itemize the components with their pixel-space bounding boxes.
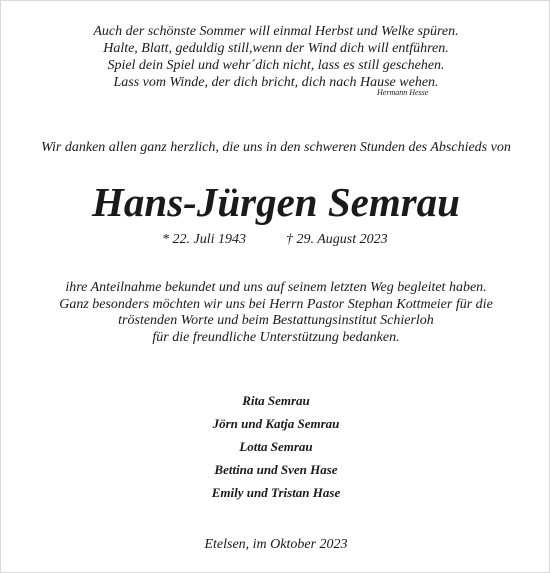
family-member: Jörn und Katja Semrau xyxy=(212,416,340,431)
death-date: † 29. August 2023 xyxy=(286,232,388,247)
family-signatures xyxy=(1,389,550,504)
birth-date: * 22. Juli 1943 xyxy=(162,232,246,247)
family-member: Bettina und Sven Hase xyxy=(214,462,338,477)
family-member: Emily und Tristan Hase xyxy=(211,485,341,500)
family-member: Rita Semrau xyxy=(242,393,310,408)
body-line: Ganz besonders möchten wir uns bei Herrn Pastor Stephan Kottmeier für die xyxy=(59,296,493,312)
deceased-name: Hans-Jürgen Semrau xyxy=(92,179,460,225)
poem-line: Lass vom Winde, der dich bricht, dich nach Hause wehen. xyxy=(113,75,439,90)
thanks-intro: Wir danken allen ganz herzlich, die uns in den schweren Stunden des Abschieds von xyxy=(41,140,511,155)
body-line: tröstenden Worte und beim Bestattungsinstitut Schierloh xyxy=(118,313,434,328)
poem xyxy=(1,23,550,91)
poem-line: Auch der schönste Sommer will einmal Herbst und Welke spüren. xyxy=(93,24,459,39)
poem-author: Hermann Hesse xyxy=(377,88,429,97)
thanks-body xyxy=(1,280,550,346)
place-and-date: Etelsen, im Oktober 2023 xyxy=(204,537,348,552)
poem-line: Halte, Blatt, geduldig still,wenn der Wind dich will entführen. xyxy=(103,41,449,56)
body-line: ihre Anteilnahme bekundet und uns auf seinem letzten Weg begleitet haben. xyxy=(65,280,487,295)
family-member: Lotta Semrau xyxy=(239,439,313,454)
poem-line: Spiel dein Spiel und wehr´dich nicht, lass es still geschehen. xyxy=(107,58,445,73)
body-line: für die freundliche Unterstützung bedanken. xyxy=(152,329,400,345)
